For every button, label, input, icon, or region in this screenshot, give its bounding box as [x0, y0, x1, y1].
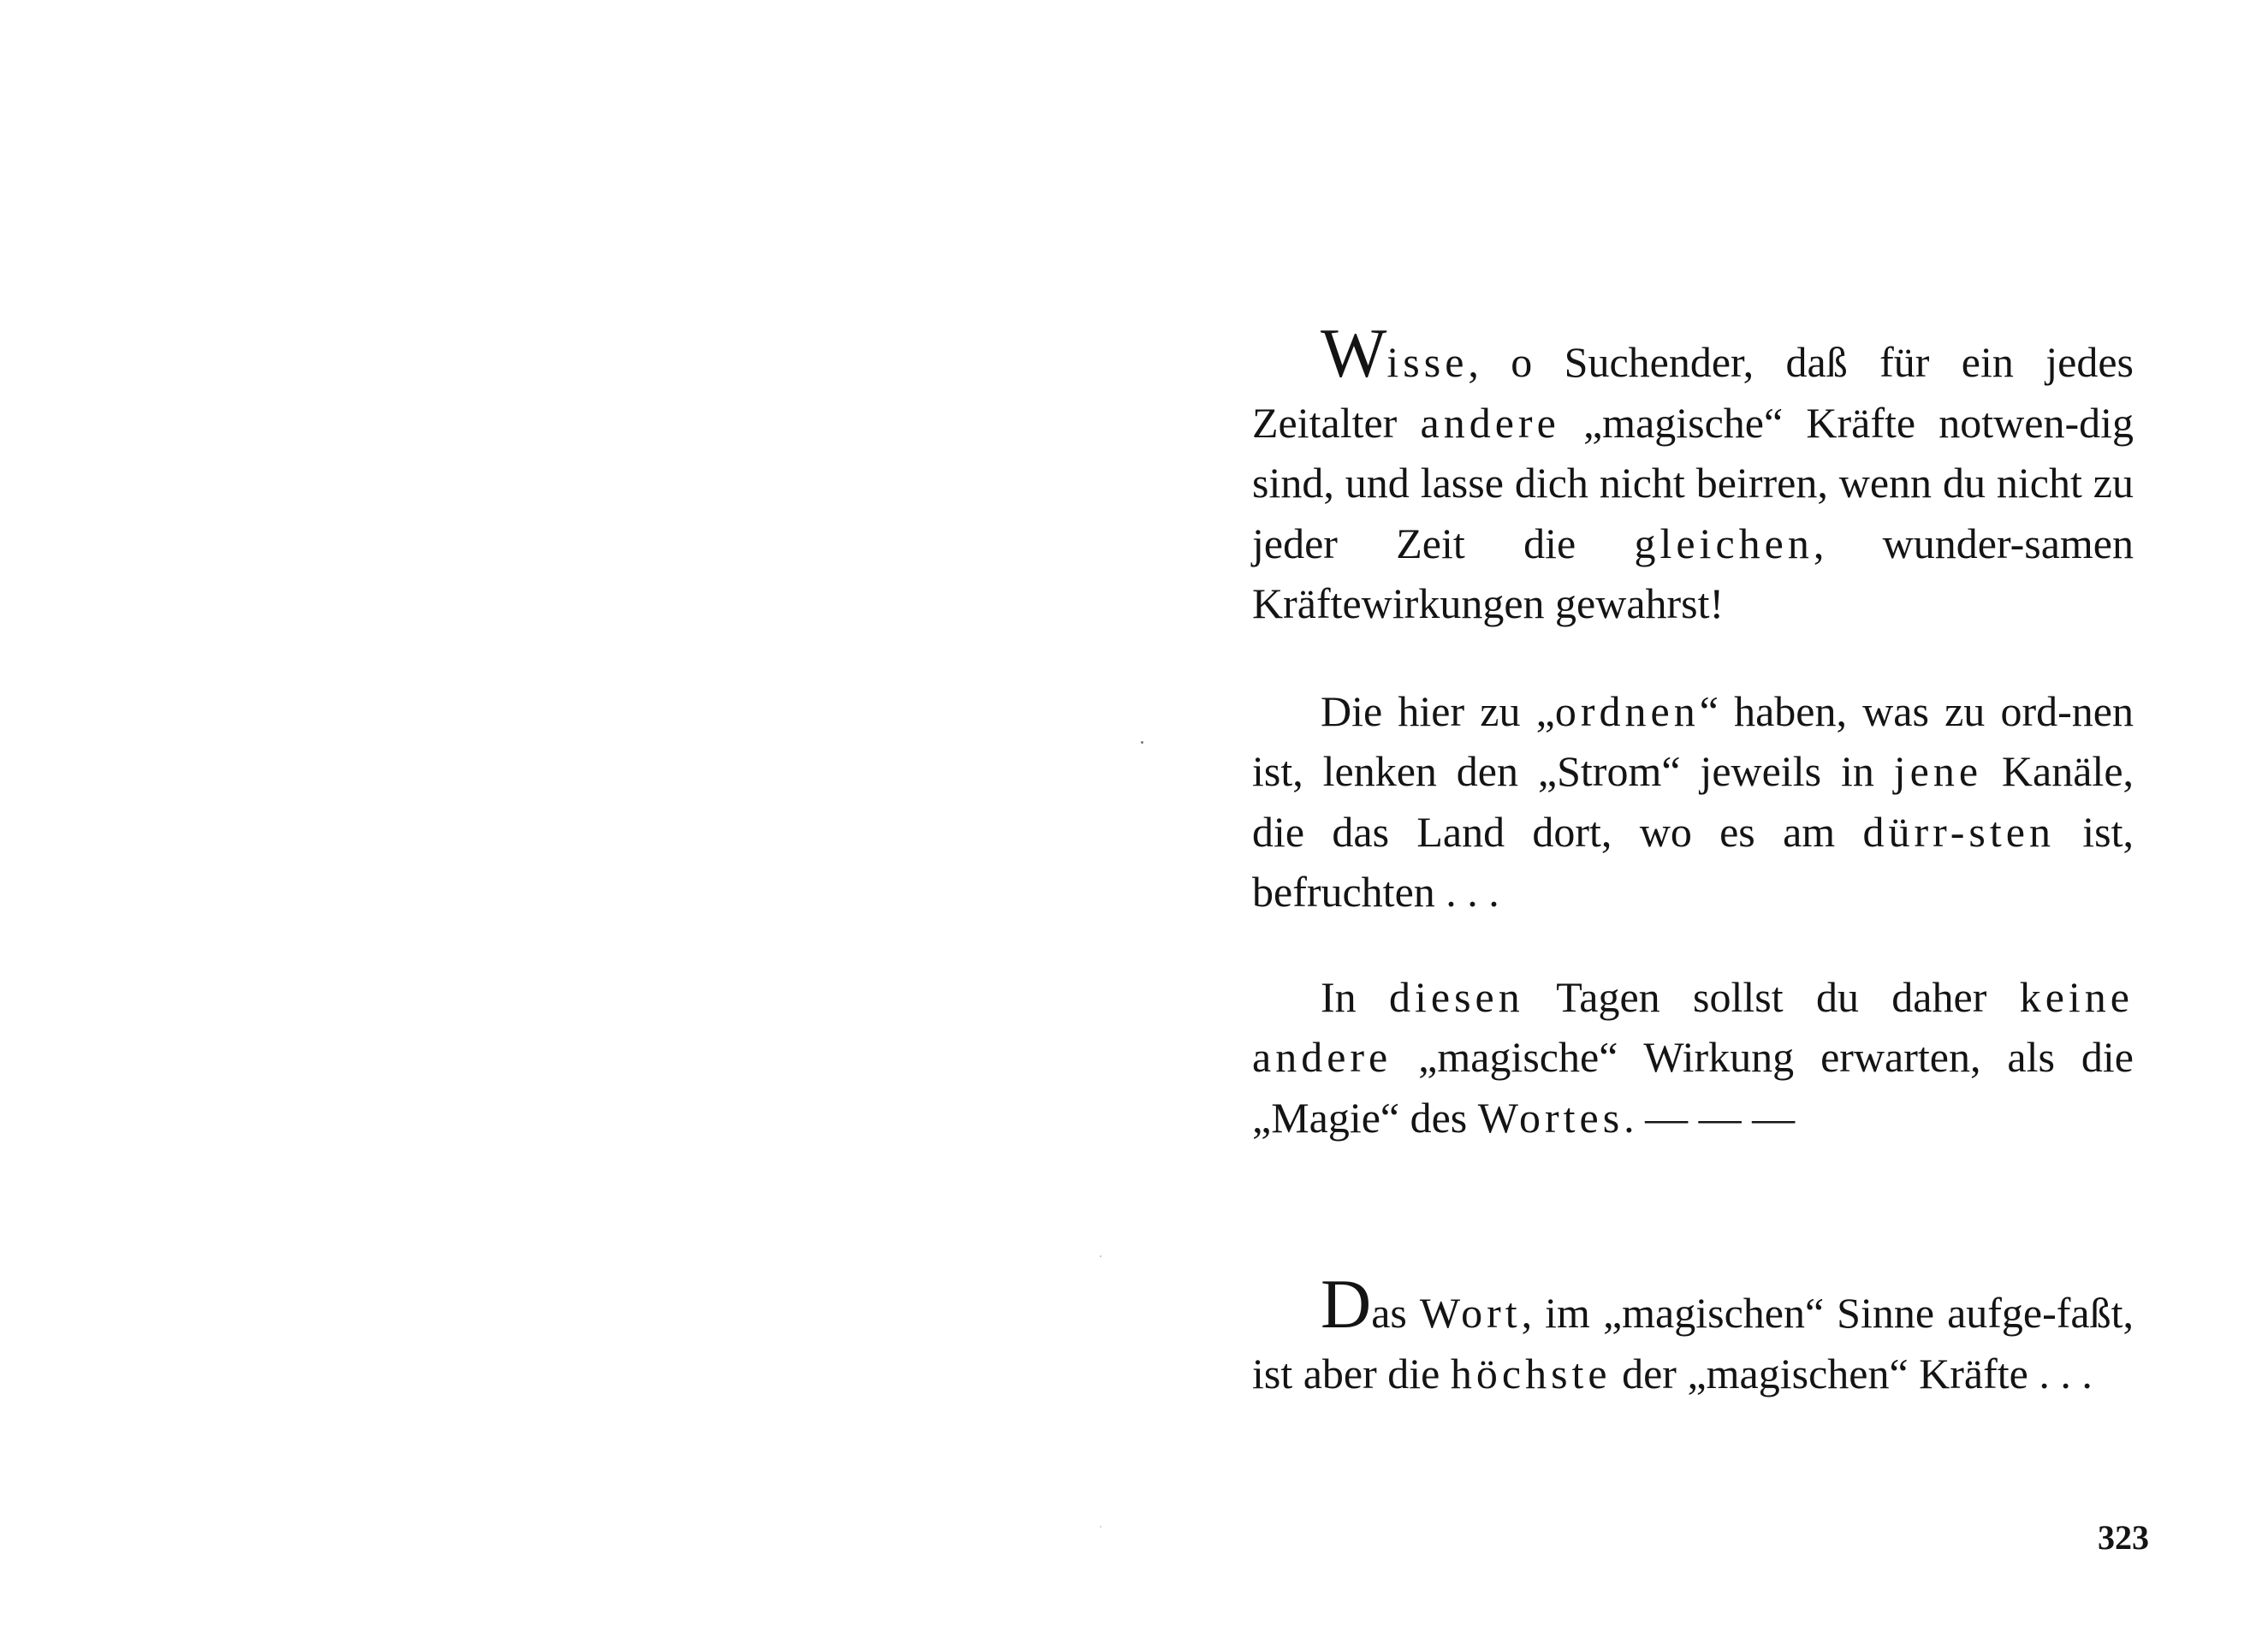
paragraph-text: In: [1321, 972, 1390, 1021]
initial-letter: W: [1321, 314, 1387, 392]
paragraph-text: , im „magischen“ Sinne aufge-faßt, ist aber die: [1252, 1289, 2134, 1398]
paragraph-4: [1252, 1265, 2134, 1403]
paragraph-text: as: [1371, 1289, 1420, 1337]
paragraph-3: [1252, 967, 2134, 1148]
emphasized-text: gleichen: [1634, 519, 1814, 567]
paragraph-text: „magische“ Wirkung erwarten, als die „Magie“ des: [1252, 1033, 2134, 1142]
paragraph-text: “ haben, was zu ord-nen ist, lenken den „Strom“ jeweils in: [1252, 686, 2134, 795]
paragraph-text: , o Suchender, daß für ein jedes Zeitalter: [1252, 338, 2134, 447]
emphasized-text: keine: [2019, 972, 2134, 1021]
right-page: [1134, 0, 2268, 1626]
paragraph-1: [1252, 314, 2134, 634]
paragraph-text: „magische“ Kräfte notwen-dig sind, und lasse dich nicht beirren, wenn du nicht zu jeder Zeit die: [1252, 398, 2134, 567]
paragraph-text: . — — —: [1624, 1093, 1796, 1142]
paragraph-text: ist, befruchten . . .: [1252, 807, 2134, 916]
emphasized-text: diesen: [1389, 972, 1524, 1021]
emphasized-text: jene: [1893, 747, 1983, 795]
emphasized-text: ordnen: [1554, 686, 1700, 735]
paragraph-2: [1252, 681, 2134, 923]
paragraph-text: Tagen sollst du daher: [1523, 972, 2020, 1021]
initial-letter: D: [1321, 1265, 1372, 1343]
page-number: 323: [2098, 1518, 2149, 1557]
emphasized-text: isse: [1386, 338, 1469, 386]
paragraph-text: der „magischen“ Kräfte . . .: [1611, 1349, 2093, 1398]
emphasized-text: andere: [1420, 398, 1560, 447]
paragraph-text: Die hier zu „: [1321, 686, 1555, 735]
emphasized-text: Wortes: [1477, 1093, 1624, 1142]
paper-speck: [1100, 1526, 1101, 1528]
emphasized-text: dürr-sten: [1862, 807, 2055, 856]
paragraph-text: , wunder-samen Kräftewirkungen gewahrst!: [1252, 519, 2134, 627]
paper-speck: [1100, 1255, 1101, 1257]
paragraph-text: Kanäle, die das Land dort, wo es am: [1252, 747, 2134, 856]
emphasized-text: andere: [1252, 1033, 1392, 1081]
text-column: [1252, 314, 2134, 1403]
emphasized-text: höchste: [1450, 1349, 1612, 1398]
emphasized-text: Wort: [1419, 1289, 1522, 1337]
